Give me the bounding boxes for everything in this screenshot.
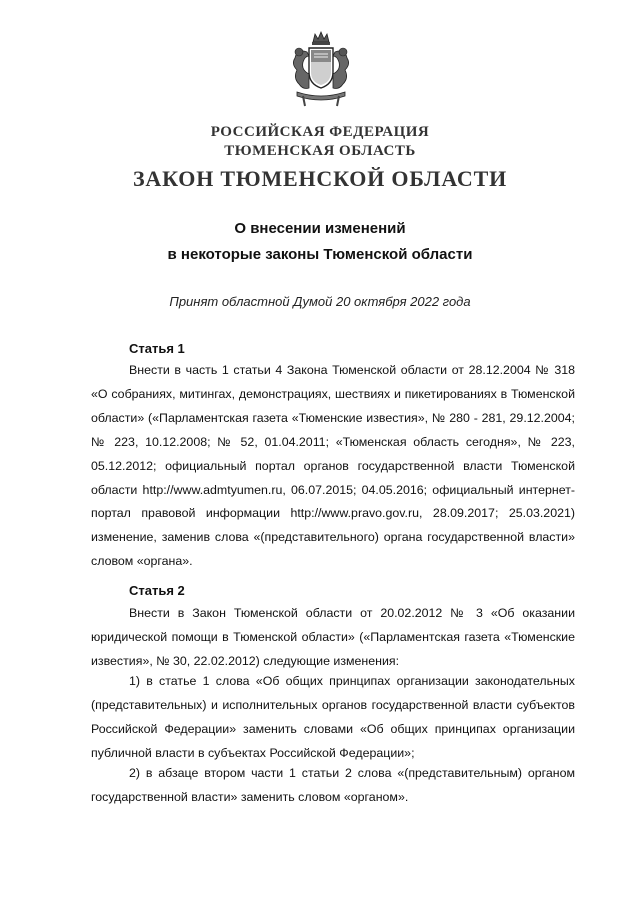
header-doc-type: ЗАКОН ТЮМЕНСКОЙ ОБЛАСТИ (132, 166, 507, 191)
article-2-item-2: 2) в абзаце втором части 1 статьи 2 слова «(представительным) органом государственной власти» заменить словом «органом». (91, 766, 575, 804)
law-title-line-1: О внесении изменений (234, 220, 406, 237)
article-2-title: Статья 2 (129, 583, 185, 598)
coat-of-arms-icon (287, 30, 355, 110)
article-2-intro: Внести в Закон Тюменской области от 20.02.2012 № 3 «Об оказании юридической помощи в Тюменской области» («Парламентская газета «Тюменские известия», № 30, 22.02.2012) следующие изменения: (91, 606, 575, 668)
article-1-title: Статья 1 (129, 341, 185, 356)
header-country: РОССИЙСКАЯ ФЕДЕРАЦИЯ (210, 124, 430, 140)
header-region: ТЮМЕНСКАЯ ОБЛАСТЬ (224, 143, 416, 159)
adoption-note: Принят областной Думой 20 октября 2022 года (169, 294, 471, 309)
article-2-item-1: 1) в статье 1 слова «Об общих принципах организации законодательных (представительных) и исполнительных органов государственной власти субъектов Российской Федерации» заменить словами «Об общих принципах организации публичной власти в субъектах Российской Федерации»; (91, 674, 575, 760)
article-1-text: Внести в часть 1 статьи 4 Закона Тюменской области от 28.12.2004 № 318 «О собраниях, митингах, демонстрациях, шествиях и пикетированиях в Тюменской области» («Парламентская газета «Тюменские известия», № 280 - 281, 29.12.2004; № 223, 10.12.2008; № 52, 01.04.2011; «Тюменская область сегодня», № 223, 05.12.2012; официальный портал органов государственной власти Тюменской области http://www.admtyumen.ru, 06.07.2015; 04.05.2016; официальный интернет-портал правовой информации http://www.pravo.gov.ru, 28.09.2017; 25.03.2021) изменение, заменив слова «(представительного) органа государственной власти» словом «органа». (91, 363, 575, 569)
law-title-line-2: в некоторые законы Тюменской области (167, 246, 473, 263)
